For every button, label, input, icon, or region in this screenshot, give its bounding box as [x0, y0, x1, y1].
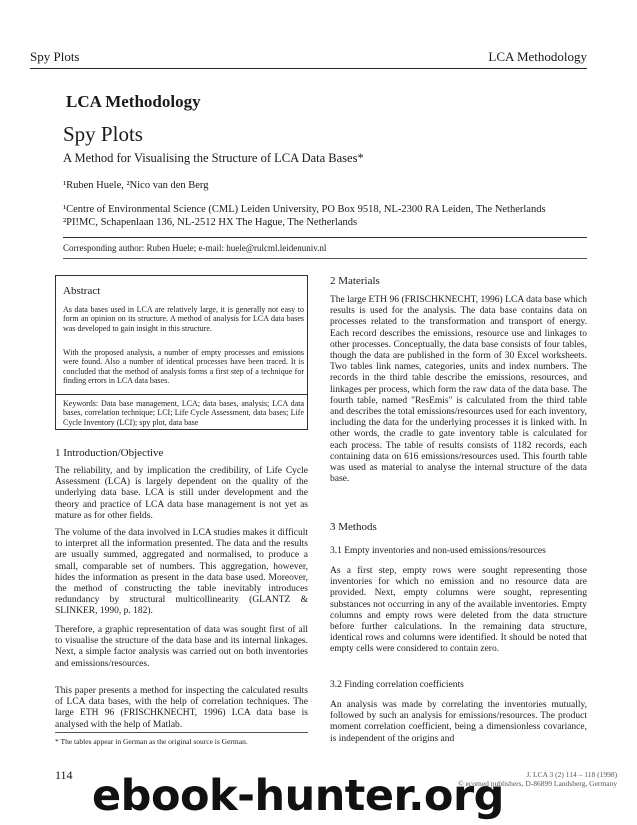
footnote-rule	[55, 732, 308, 733]
methods-paragraph: As a first step, empty rows were sought representing those inventories for which no emission and no resource data are provided. Next, empty columns were sought, representing substances not occurring in any of the available inventories. Empty columns and empty rows were deleted from the data structure before further calculations. In the remaining data structure, identical rows and columns were identified. It should be noted that empty cells were considered to contain zero.	[330, 566, 587, 655]
intro-paragraph: The reliability, and by implication the credibility, of Life Cycle Assessment (LCA) is largely dependent on the quality of the underlying data base. LCA is still under development and the theory and practice of LCA data base management is not yet as mature as for other fields.	[55, 466, 308, 521]
corresponding-author: Corresponding author: Ruben Huele; e-mail: huele@rulcml.leidenuniv.nl	[63, 243, 327, 253]
materials-paragraph: The large ETH 96 (FRISCHKNECHT, 1996) LCA data base which results is used for the analysis. The data base contains data on processes related to the transformation and transport of energy. Each record describes the emissions, resource use and linkages to other processes. Conceptually, the data base consists of four tables, though the data are published in the form of 30 Excel worksheets. Two tables link names, categories, units and index numbers. The records in the third table describe the emissions, resources, and linkages per process, which form the raw data of the data base. The fourth table, named "ResEmis" is calculated from the third table and describes the total emissions/resources used for each inventory, including the data for the underlying processes it is linked with. In other words, the cradle to gate inventory table is calculated for each process. The table of results consists of 1182 records, each containing data on 616 emissions/resources used. This fourth table was used as material to analyse the internal structure of the data base.	[330, 295, 587, 485]
methods-heading: 3 Methods	[330, 521, 377, 533]
affiliation-1: ¹Centre of Environmental Science (CML) Leiden University, PO Box 9518, NL-2300 RA Leiden, The Netherlands	[63, 204, 546, 215]
abstract-paragraph: With the proposed analysis, a number of empty processes and emissions were found. Also a number of identical processes have been traced. It is concluded that the method of analysis forms a first step of a technique for finding errors in LCA data bases.	[63, 348, 304, 385]
watermark: ebook-hunter.org	[92, 771, 504, 821]
running-header-right: LCA Methodology	[488, 49, 587, 64]
affiliation-2: ²PI!MC, Schapenlaan 136, NL-2512 HX The Hague, The Netherlands	[63, 217, 358, 228]
section-label: LCA Methodology	[66, 92, 201, 111]
intro-paragraph: Therefore, a graphic representation of data was sought first of all to visualise the structure of the data base and its internal linkages. Next, a simple factor analysis was carried out on both inventories and emissions/resources.	[55, 625, 308, 669]
keywords: Keywords: Data base management, LCA; data bases, analysis; LCA data bases, correlation technique; LCI; Life Cycle Assessment, data bases; Life Cycle Inventory (LCI); spy plot, data base	[63, 399, 304, 427]
citation-line-1: J. LCA 3 (2) 114 – 118 (1998)	[526, 770, 618, 779]
authors: ¹Ruben Huele, ²Nico van den Berg	[63, 180, 209, 191]
materials-heading: 2 Materials	[330, 275, 380, 287]
article-subtitle: A Method for Visualising the Structure of LCA Data Bases*	[63, 151, 364, 165]
abstract-paragraph: As data bases used in LCA are relatively large, it is generally not easy to form an opinion on its structure. A method of analysis for LCA data bases was developed to gain insight in this structure.	[63, 305, 304, 333]
header-rule	[30, 68, 587, 69]
intro-paragraph: The volume of the data involved in LCA studies makes it difficult to interpret all the information presented. The data and the results are usually summed, aggregated and normalised, to produce a small, comparable set of numbers. This aggregation, however, hides the information as present in the data base used. Moreover, the method of constructing the table inevitably introduces redundancy by structural multicollinearity (GLANTZ & SLINKER, 1990, p. 182).	[55, 528, 308, 617]
methods-paragraph: An analysis was made by correlating the inventories mutually, followed by such an analysis for emissions/resources. The product moment correlation coefficient, being a dimensionless covariance, is independent of the origins and	[330, 700, 587, 744]
subsection-heading: 3.2 Finding correlation coefficients	[330, 680, 464, 690]
abstract-divider	[55, 394, 308, 395]
footnote: * The tables appear in German as the original source is German.	[55, 737, 248, 746]
citation-line-2: © ecomed publishers, D-86899 Landsberg, Germany	[458, 779, 618, 788]
intro-heading: 1 Introduction/Objective	[55, 447, 164, 459]
intro-paragraph: This paper presents a method for inspecting the calculated results of LCA data bases, with the help of correlation techniques. The large ETH 96 (FRISCHKNECHT, 1996) LCA data base is analysed with the help of Matlab.	[55, 686, 308, 730]
divider	[63, 237, 587, 238]
divider	[63, 258, 587, 259]
page-number: 114	[55, 768, 73, 782]
article-title: Spy Plots	[63, 122, 143, 146]
subsection-heading: 3.1 Empty inventories and non-used emissions/resources	[330, 546, 546, 556]
abstract-heading: Abstract	[63, 285, 101, 297]
running-header-left: Spy Plots	[30, 49, 80, 64]
